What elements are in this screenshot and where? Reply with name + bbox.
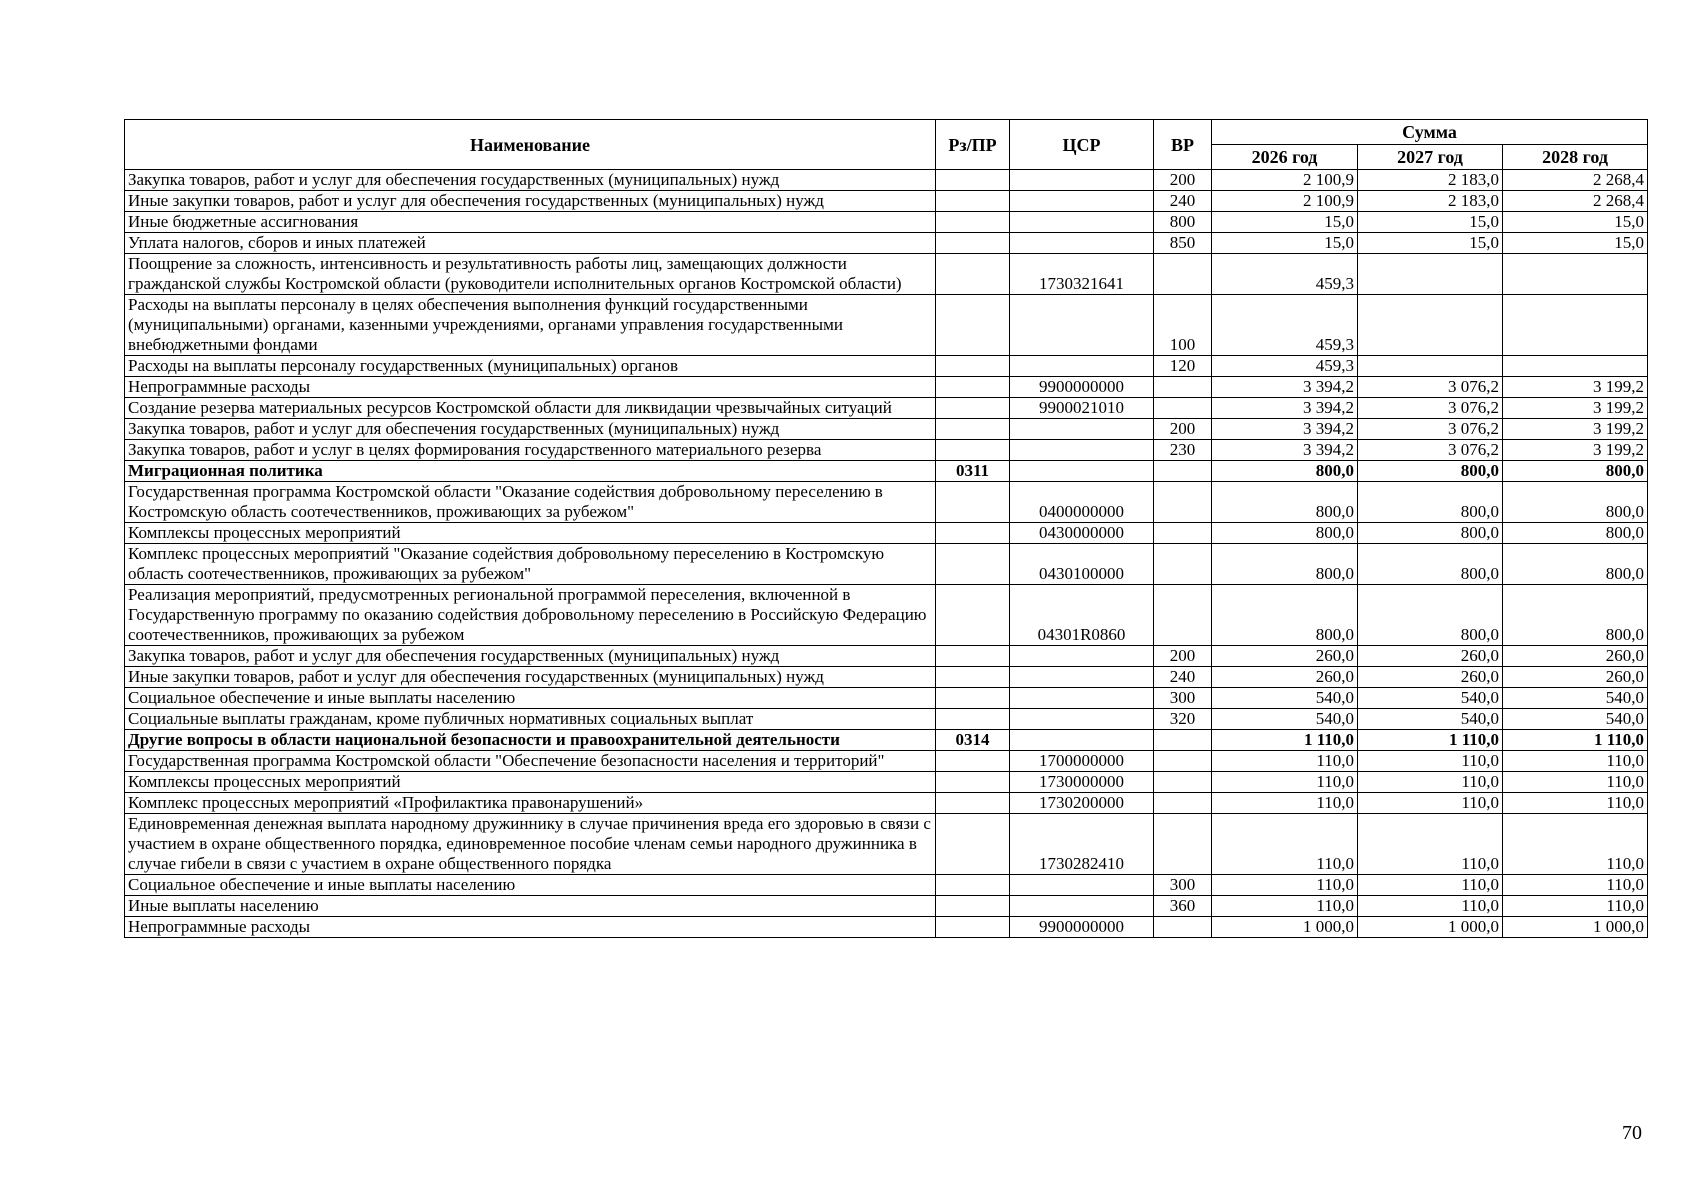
- table-row: [125, 814, 1648, 875]
- table-row: [125, 212, 1648, 233]
- cell-name: Государственная программа Костромской области "Обеспечение безопасности населения и территорий": [125, 751, 936, 772]
- cell-2027: [1358, 295, 1503, 356]
- cell-2028: 1 110,0: [1503, 730, 1648, 751]
- cell-name: Комплексы процессных мероприятий: [125, 523, 936, 544]
- cell-2028: 110,0: [1503, 772, 1648, 793]
- cell-csr: [1010, 419, 1154, 440]
- cell-rzpr: [936, 544, 1010, 585]
- cell-rzpr: 0314: [936, 730, 1010, 751]
- cell-csr: [1010, 730, 1154, 751]
- cell-csr: [1010, 896, 1154, 917]
- table-row: [125, 730, 1648, 751]
- cell-csr: 9900000000: [1010, 917, 1154, 938]
- cell-2028: 110,0: [1503, 793, 1648, 814]
- cell-vr: 240: [1154, 667, 1212, 688]
- table-row: [125, 585, 1648, 646]
- cell-2028: 3 199,2: [1503, 398, 1648, 419]
- cell-name: Миграционная политика: [125, 461, 936, 482]
- cell-2026: 110,0: [1212, 814, 1358, 875]
- table-row: [125, 646, 1648, 667]
- cell-vr: 120: [1154, 356, 1212, 377]
- cell-2026: 3 394,2: [1212, 398, 1358, 419]
- cell-2026: 540,0: [1212, 688, 1358, 709]
- header-name: Наименование: [125, 120, 936, 170]
- cell-vr: 300: [1154, 875, 1212, 896]
- cell-2027: 3 076,2: [1358, 398, 1503, 419]
- cell-csr: 0400000000: [1010, 482, 1154, 523]
- cell-2027: 2 183,0: [1358, 170, 1503, 191]
- table-row: [125, 482, 1648, 523]
- cell-rzpr: [936, 688, 1010, 709]
- cell-vr: 240: [1154, 191, 1212, 212]
- cell-2027: 3 076,2: [1358, 440, 1503, 461]
- cell-name: Закупка товаров, работ и услуг для обеспечения государственных (муниципальных) нужд: [125, 170, 936, 191]
- cell-2027: 800,0: [1358, 461, 1503, 482]
- cell-csr: [1010, 440, 1154, 461]
- cell-2026: 110,0: [1212, 793, 1358, 814]
- cell-2028: 15,0: [1503, 233, 1648, 254]
- header-year-2027: 2027 год: [1358, 145, 1503, 170]
- cell-name: Непрограммные расходы: [125, 377, 936, 398]
- header-vr: ВР: [1154, 120, 1212, 170]
- cell-2026: 15,0: [1212, 233, 1358, 254]
- cell-2028: 2 268,4: [1503, 191, 1648, 212]
- cell-2028: 800,0: [1503, 544, 1648, 585]
- cell-2028: 1 000,0: [1503, 917, 1648, 938]
- cell-rzpr: [936, 191, 1010, 212]
- cell-2028: 110,0: [1503, 814, 1648, 875]
- cell-2026: 260,0: [1212, 646, 1358, 667]
- table-row: [125, 523, 1648, 544]
- cell-rzpr: 0311: [936, 461, 1010, 482]
- cell-rzpr: [936, 772, 1010, 793]
- cell-2028: [1503, 295, 1648, 356]
- header-year-2028: 2028 год: [1503, 145, 1648, 170]
- cell-rzpr: [936, 295, 1010, 356]
- cell-csr: [1010, 356, 1154, 377]
- cell-name: Непрограммные расходы: [125, 917, 936, 938]
- cell-2028: 260,0: [1503, 646, 1648, 667]
- cell-vr: [1154, 377, 1212, 398]
- cell-rzpr: [936, 398, 1010, 419]
- cell-2028: 260,0: [1503, 667, 1648, 688]
- cell-csr: 1730000000: [1010, 772, 1154, 793]
- cell-vr: [1154, 793, 1212, 814]
- cell-csr: [1010, 461, 1154, 482]
- cell-2027: 1 110,0: [1358, 730, 1503, 751]
- cell-2028: 3 199,2: [1503, 440, 1648, 461]
- cell-name: Комплекс процессных мероприятий "Оказание содействия добровольному переселению в Костромскую область соотечественников, проживающих за рубежом": [125, 544, 936, 585]
- cell-vr: [1154, 917, 1212, 938]
- cell-name: Расходы на выплаты персоналу в целях обеспечения выполнения функций государственными (муниципальными) органами, казенными учреждениями, органами управления государственными внебюджетными фондами: [125, 295, 936, 356]
- cell-name: Уплата налогов, сборов и иных платежей: [125, 233, 936, 254]
- cell-vr: 300: [1154, 688, 1212, 709]
- table-row: [125, 917, 1648, 938]
- cell-vr: 850: [1154, 233, 1212, 254]
- cell-2026: 15,0: [1212, 212, 1358, 233]
- cell-csr: 04301R0860: [1010, 585, 1154, 646]
- table-row: [125, 377, 1648, 398]
- cell-vr: 230: [1154, 440, 1212, 461]
- table-row: [125, 793, 1648, 814]
- cell-vr: 100: [1154, 295, 1212, 356]
- cell-rzpr: [936, 667, 1010, 688]
- cell-name: Иные выплаты населению: [125, 896, 936, 917]
- cell-vr: 200: [1154, 646, 1212, 667]
- cell-2026: 1 000,0: [1212, 917, 1358, 938]
- cell-name: Социальное обеспечение и иные выплаты населению: [125, 875, 936, 896]
- cell-2027: 800,0: [1358, 482, 1503, 523]
- cell-rzpr: [936, 646, 1010, 667]
- cell-2027: 260,0: [1358, 646, 1503, 667]
- cell-2027: 540,0: [1358, 709, 1503, 730]
- cell-csr: [1010, 233, 1154, 254]
- cell-2028: 540,0: [1503, 709, 1648, 730]
- table-row: [125, 440, 1648, 461]
- cell-name: Создание резерва материальных ресурсов Костромской области для ликвидации чрезвычайных ситуаций: [125, 398, 936, 419]
- cell-rzpr: [936, 419, 1010, 440]
- cell-2027: 110,0: [1358, 793, 1503, 814]
- cell-vr: [1154, 730, 1212, 751]
- cell-2028: 800,0: [1503, 523, 1648, 544]
- cell-2028: 2 268,4: [1503, 170, 1648, 191]
- cell-2027: 260,0: [1358, 667, 1503, 688]
- cell-name: Социальное обеспечение и иные выплаты населению: [125, 688, 936, 709]
- table-row: [125, 896, 1648, 917]
- cell-csr: 1730282410: [1010, 814, 1154, 875]
- cell-name: Государственная программа Костромской области "Оказание содействия добровольному переселению в Костромскую область соотечественников, проживающих за рубежом": [125, 482, 936, 523]
- cell-2027: 3 076,2: [1358, 377, 1503, 398]
- cell-rzpr: [936, 875, 1010, 896]
- cell-vr: [1154, 544, 1212, 585]
- cell-2027: [1358, 356, 1503, 377]
- cell-csr: [1010, 295, 1154, 356]
- cell-2027: 110,0: [1358, 814, 1503, 875]
- header-csr: ЦСР: [1010, 120, 1154, 170]
- cell-vr: [1154, 398, 1212, 419]
- cell-csr: [1010, 688, 1154, 709]
- cell-name: Иные закупки товаров, работ и услуг для обеспечения государственных (муниципальных) нужд: [125, 191, 936, 212]
- cell-vr: [1154, 523, 1212, 544]
- cell-csr: 0430000000: [1010, 523, 1154, 544]
- cell-2026: 800,0: [1212, 482, 1358, 523]
- cell-2028: 800,0: [1503, 461, 1648, 482]
- cell-rzpr: [936, 917, 1010, 938]
- cell-2028: 110,0: [1503, 875, 1648, 896]
- table-row: [125, 667, 1648, 688]
- cell-2028: 800,0: [1503, 585, 1648, 646]
- cell-2026: 459,3: [1212, 254, 1358, 295]
- header-sum: Сумма: [1212, 120, 1648, 145]
- cell-2028: [1503, 356, 1648, 377]
- cell-name: Комплексы процессных мероприятий: [125, 772, 936, 793]
- table-row: [125, 170, 1648, 191]
- cell-2027: 110,0: [1358, 772, 1503, 793]
- header-year-2026: 2026 год: [1212, 145, 1358, 170]
- cell-2028: 800,0: [1503, 482, 1648, 523]
- cell-2026: 260,0: [1212, 667, 1358, 688]
- cell-2026: 800,0: [1212, 461, 1358, 482]
- cell-2027: 15,0: [1358, 212, 1503, 233]
- cell-rzpr: [936, 523, 1010, 544]
- cell-2026: 459,3: [1212, 356, 1358, 377]
- cell-rzpr: [936, 482, 1010, 523]
- cell-2026: 1 110,0: [1212, 730, 1358, 751]
- table-row: [125, 751, 1648, 772]
- cell-2026: 110,0: [1212, 751, 1358, 772]
- cell-rzpr: [936, 254, 1010, 295]
- cell-2026: 2 100,9: [1212, 191, 1358, 212]
- cell-2026: 3 394,2: [1212, 377, 1358, 398]
- cell-rzpr: [936, 896, 1010, 917]
- cell-csr: 1730321641: [1010, 254, 1154, 295]
- cell-name: Социальные выплаты гражданам, кроме публичных нормативных социальных выплат: [125, 709, 936, 730]
- cell-name: Закупка товаров, работ и услуг для обеспечения государственных (муниципальных) нужд: [125, 419, 936, 440]
- cell-name: Иные закупки товаров, работ и услуг для обеспечения государственных (муниципальных) нужд: [125, 667, 936, 688]
- cell-2027: 15,0: [1358, 233, 1503, 254]
- cell-rzpr: [936, 709, 1010, 730]
- cell-rzpr: [936, 814, 1010, 875]
- table-row: [125, 461, 1648, 482]
- cell-2026: 3 394,2: [1212, 440, 1358, 461]
- cell-name: Единовременная денежная выплата народному дружиннику в случае причинения вреда его здоровью в связи с участием в охране общественного порядка, единовременное пособие членам семьи народного дружинника в случае гибели в связи с участием в охране общественного порядка: [125, 814, 936, 875]
- cell-csr: [1010, 646, 1154, 667]
- cell-2026: 459,3: [1212, 295, 1358, 356]
- cell-2027: 800,0: [1358, 585, 1503, 646]
- cell-rzpr: [936, 793, 1010, 814]
- cell-rzpr: [936, 585, 1010, 646]
- table-row: [125, 772, 1648, 793]
- table-body: [125, 170, 1648, 938]
- cell-csr: [1010, 875, 1154, 896]
- cell-csr: [1010, 191, 1154, 212]
- cell-rzpr: [936, 356, 1010, 377]
- cell-vr: 800: [1154, 212, 1212, 233]
- cell-2028: 110,0: [1503, 751, 1648, 772]
- cell-csr: [1010, 667, 1154, 688]
- cell-vr: [1154, 772, 1212, 793]
- cell-csr: 9900021010: [1010, 398, 1154, 419]
- cell-name: Реализация мероприятий, предусмотренных региональной программой переселения, включенной в Государственную программу по оказанию содействия добровольному переселению в Российскую Федерацию соотечественников, проживающих за рубежом: [125, 585, 936, 646]
- cell-vr: 360: [1154, 896, 1212, 917]
- page-number: 70: [1622, 1122, 1642, 1144]
- cell-name: Закупка товаров, работ и услуг в целях формирования государственного материального резерва: [125, 440, 936, 461]
- cell-2027: 1 000,0: [1358, 917, 1503, 938]
- table-row: [125, 254, 1648, 295]
- table-row: [125, 419, 1648, 440]
- cell-vr: [1154, 461, 1212, 482]
- cell-2027: [1358, 254, 1503, 295]
- cell-vr: [1154, 814, 1212, 875]
- table-row: [125, 233, 1648, 254]
- cell-csr: 1700000000: [1010, 751, 1154, 772]
- cell-vr: 320: [1154, 709, 1212, 730]
- cell-rzpr: [936, 440, 1010, 461]
- cell-2026: 110,0: [1212, 772, 1358, 793]
- cell-name: Закупка товаров, работ и услуг для обеспечения государственных (муниципальных) нужд: [125, 646, 936, 667]
- cell-2028: 15,0: [1503, 212, 1648, 233]
- cell-csr: 1730200000: [1010, 793, 1154, 814]
- cell-vr: [1154, 254, 1212, 295]
- table-row: [125, 688, 1648, 709]
- cell-csr: [1010, 709, 1154, 730]
- cell-2027: 800,0: [1358, 523, 1503, 544]
- cell-2028: 110,0: [1503, 896, 1648, 917]
- cell-2026: 800,0: [1212, 585, 1358, 646]
- cell-vr: 200: [1154, 170, 1212, 191]
- table-row: [125, 398, 1648, 419]
- cell-2028: [1503, 254, 1648, 295]
- cell-rzpr: [936, 751, 1010, 772]
- cell-2027: 2 183,0: [1358, 191, 1503, 212]
- cell-2026: 540,0: [1212, 709, 1358, 730]
- cell-name: Иные бюджетные ассигнования: [125, 212, 936, 233]
- header-rzpr: Рз/ПР: [936, 120, 1010, 170]
- cell-2026: 800,0: [1212, 544, 1358, 585]
- cell-2028: 3 199,2: [1503, 419, 1648, 440]
- cell-2027: 3 076,2: [1358, 419, 1503, 440]
- cell-2026: 3 394,2: [1212, 419, 1358, 440]
- table-row: [125, 544, 1648, 585]
- budget-table: [124, 119, 1648, 938]
- cell-csr: [1010, 170, 1154, 191]
- table-row: [125, 875, 1648, 896]
- table-row: [125, 356, 1648, 377]
- table-row: [125, 191, 1648, 212]
- cell-2026: 2 100,9: [1212, 170, 1358, 191]
- cell-rzpr: [936, 377, 1010, 398]
- cell-2026: 800,0: [1212, 523, 1358, 544]
- cell-name: Комплекс процессных мероприятий «Профилактика правонарушений»: [125, 793, 936, 814]
- table-row: [125, 709, 1648, 730]
- cell-2028: 3 199,2: [1503, 377, 1648, 398]
- cell-2027: 110,0: [1358, 751, 1503, 772]
- cell-rzpr: [936, 170, 1010, 191]
- table-row: [125, 295, 1648, 356]
- cell-2027: 110,0: [1358, 896, 1503, 917]
- cell-2026: 110,0: [1212, 875, 1358, 896]
- cell-2028: 540,0: [1503, 688, 1648, 709]
- cell-vr: 200: [1154, 419, 1212, 440]
- cell-2027: 800,0: [1358, 544, 1503, 585]
- cell-csr: 0430100000: [1010, 544, 1154, 585]
- cell-2027: 110,0: [1358, 875, 1503, 896]
- cell-name: Расходы на выплаты персоналу государственных (муниципальных) органов: [125, 356, 936, 377]
- cell-csr: 9900000000: [1010, 377, 1154, 398]
- cell-2026: 110,0: [1212, 896, 1358, 917]
- cell-name: Поощрение за сложность, интенсивность и результативность работы лиц, замещающих должности гражданской службы Костромской области (руководители исполнительных органов Костромской области): [125, 254, 936, 295]
- cell-2027: 540,0: [1358, 688, 1503, 709]
- cell-name: Другие вопросы в области национальной безопасности и правоохранительной деятельности: [125, 730, 936, 751]
- cell-rzpr: [936, 233, 1010, 254]
- cell-vr: [1154, 482, 1212, 523]
- cell-vr: [1154, 751, 1212, 772]
- cell-rzpr: [936, 212, 1010, 233]
- cell-csr: [1010, 212, 1154, 233]
- cell-vr: [1154, 585, 1212, 646]
